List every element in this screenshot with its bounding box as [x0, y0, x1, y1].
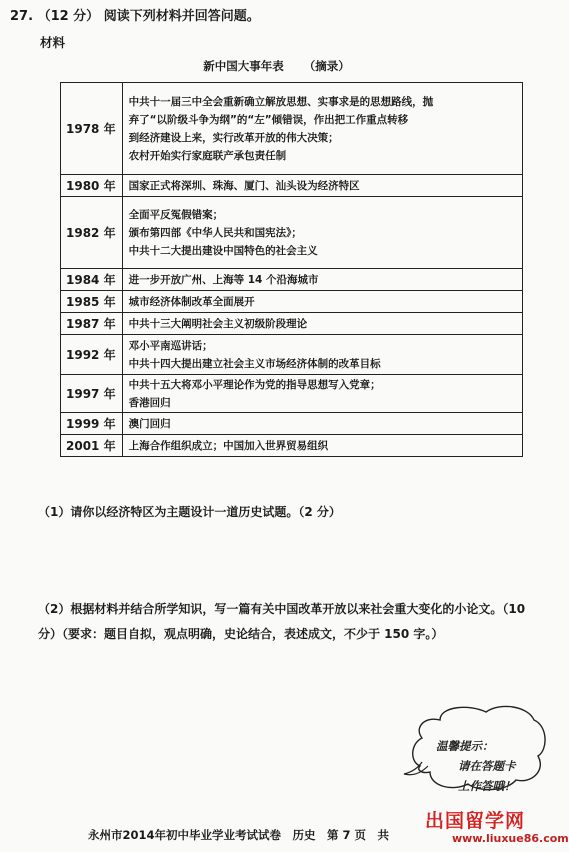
- event-line: 上海合作组织成立；中国加入世界贸易组织: [128, 439, 329, 452]
- event-line: 到经济建设上来，实行改革开放的伟大决策；: [128, 131, 339, 144]
- table-row: [61, 313, 523, 335]
- question-number: 27.: [10, 9, 34, 24]
- table-title-note: （摘录）: [303, 59, 350, 73]
- event-description: [122, 375, 522, 413]
- material-label: 材料: [40, 35, 66, 50]
- event-line: 中共十三大阐明社会主义初级阶段理论: [128, 317, 308, 330]
- events-table: [60, 82, 523, 457]
- table-row: [61, 375, 523, 413]
- event-description: [122, 413, 522, 435]
- table-row: [61, 413, 523, 435]
- event-line: 中共十四大提出建立社会主义市场经济体制的改革目标: [128, 357, 381, 370]
- event-line: 城市经济体制改革全面展开: [128, 295, 255, 308]
- event-year: 1992 年: [61, 335, 123, 375]
- event-year: 1980 年: [61, 175, 123, 197]
- event-description: [122, 335, 522, 375]
- event-year: 1982 年: [61, 197, 123, 269]
- question-points: （12 分）: [37, 9, 100, 24]
- reminder-text: [436, 736, 516, 796]
- table-row: [61, 269, 523, 291]
- watermark-url: www.liuxue86.com: [452, 832, 569, 845]
- table-row: [61, 335, 523, 375]
- table-row: [61, 83, 523, 175]
- event-line: 中共十一届三中全会重新确立解放思想、实事求是的思想路线，抛: [128, 95, 434, 108]
- table-row: [61, 435, 523, 457]
- table-row: [61, 197, 523, 269]
- event-line: 澳门回归: [128, 417, 171, 430]
- event-line: 颁布第四部《中华人民共和国宪法》；: [128, 226, 302, 239]
- event-line: 邓小平南巡讲话；: [128, 339, 213, 352]
- event-year: 1999 年: [61, 413, 123, 435]
- sub-question-2: （2）根据材料并结合所学知识，写一篇有关中国改革开放以来社会重大变化的小论文。（10 分）（要求：题目自拟，观点明确，史论结合，表述成文，不少于 150 字。）: [38, 602, 526, 641]
- event-description: [122, 435, 522, 457]
- event-line: 国家正式将深圳、珠海、厦门、汕头设为经济特区: [128, 179, 360, 192]
- event-year: 1978 年: [61, 83, 123, 175]
- watermark-logo: 出国留学网: [425, 810, 526, 832]
- event-year: 1987 年: [61, 313, 123, 335]
- event-description: [122, 291, 522, 313]
- event-year: 2001 年: [61, 435, 123, 457]
- event-description: [122, 197, 522, 269]
- event-description: [122, 83, 522, 175]
- event-year: 1985 年: [61, 291, 123, 313]
- table-row: [61, 175, 523, 197]
- table-title: [0, 58, 553, 74]
- event-description: [122, 175, 522, 197]
- event-year: 1997 年: [61, 375, 123, 413]
- sub-question-1: （1）请你以经济特区为主题设计一道历史试题。（2 分）: [38, 505, 341, 519]
- event-description: [122, 313, 522, 335]
- event-line: 农村开始实行家庭联产承包责任制: [128, 149, 287, 162]
- event-line: 中共十二大提出建设中国特色的社会主义: [128, 244, 318, 257]
- reminder-line-3: 上作答哦！: [458, 779, 516, 793]
- question-header: [10, 5, 260, 24]
- table-title-text: 新中国大事年表: [203, 59, 284, 73]
- event-year: 1984 年: [61, 269, 123, 291]
- event-line: 全面平反冤假错案；: [128, 208, 224, 221]
- page-footer: 永州市2014年初中毕业学业考试试卷 历史 第 7 页 共: [88, 828, 390, 842]
- event-description: [122, 269, 522, 291]
- table-row: [61, 291, 523, 313]
- question-instruction: 阅读下列材料并回答问题。: [103, 9, 260, 24]
- event-line: 香港回归: [128, 396, 171, 409]
- event-line: 弃了“以阶级斗争为纲”的“左”倾错误，作出把工作重点转移: [128, 113, 409, 126]
- reminder-line-1: 温馨提示：: [436, 739, 494, 753]
- event-line: 中共十五大将邓小平理论作为党的指导思想写入党章；: [128, 378, 381, 391]
- event-line: 进一步开放广州、上海等 14 个沿海城市: [128, 273, 319, 286]
- reminder-line-2: 请在答题卡: [458, 759, 516, 773]
